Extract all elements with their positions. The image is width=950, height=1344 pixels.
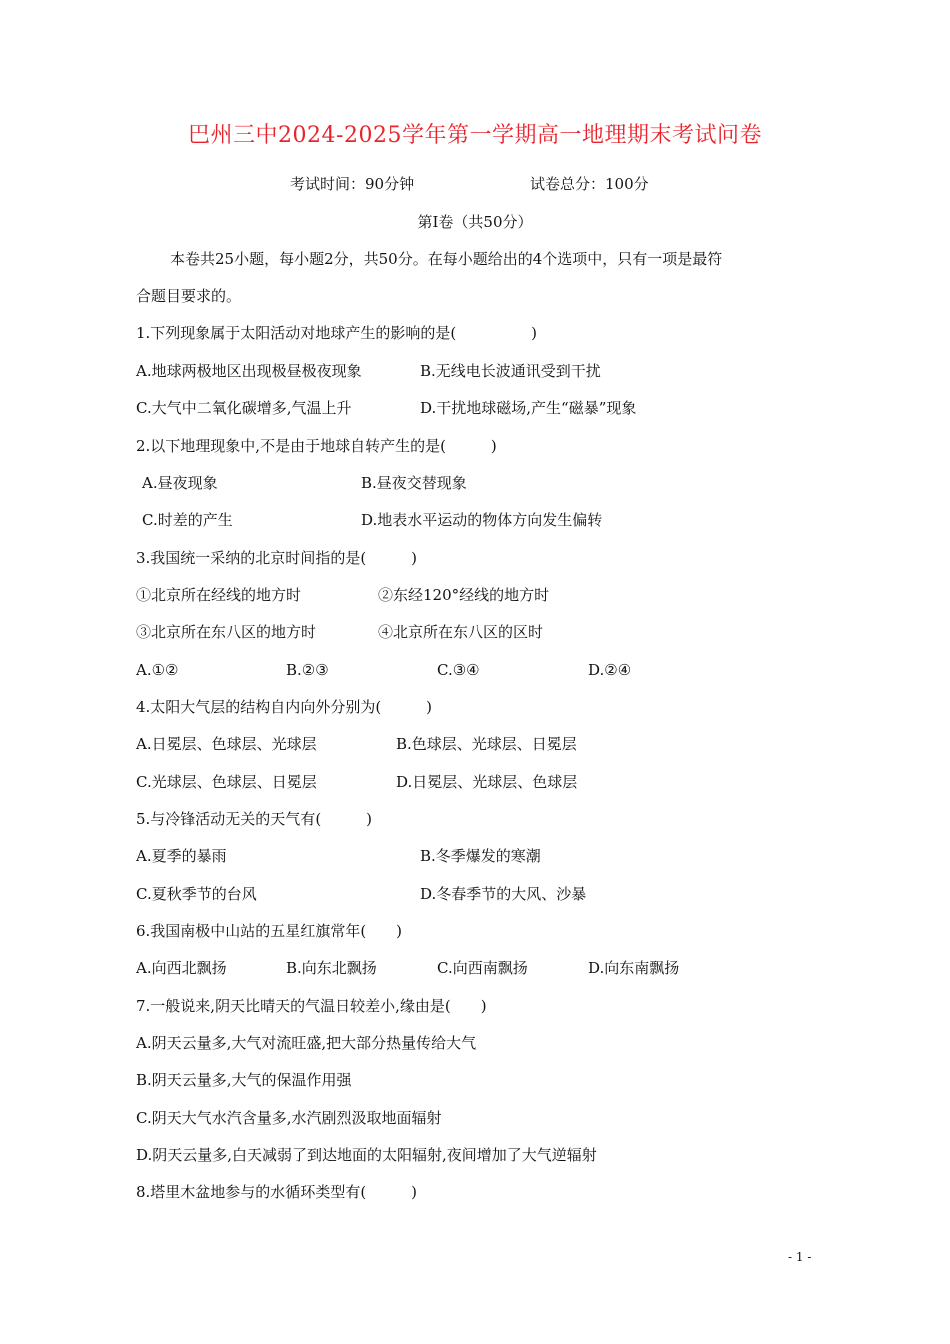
question-6-option-c: C.向西南飘扬 (437, 959, 528, 977)
question-3-stem: 3.我国统一采纳的北京时间指的是( ) (136, 549, 418, 567)
question-8-stem: 8.塔里木盆地参与的水循环类型有( ) (136, 1183, 418, 1201)
total-score: 试卷总分：100分 (530, 175, 649, 193)
page-number: - 1 - (788, 1250, 812, 1264)
question-4-option-a: A.日冕层、色球层、光球层 (136, 735, 317, 753)
question-3-statement-1: ①北京所在经线的地方时 (136, 586, 302, 604)
question-3-statement-4: ④北京所在东八区的区时 (378, 623, 544, 641)
question-6-option-d: D.向东南飘扬 (588, 959, 680, 977)
question-2-stem: 2.以下地理现象中,不是由于地球自转产生的是( ) (136, 437, 497, 455)
question-3-option-c: C.③④ (437, 661, 480, 679)
question-5-stem: 5.与冷锋活动无关的天气有( ) (136, 810, 373, 828)
question-3-statement-3: ③北京所在东八区的地方时 (136, 623, 317, 641)
question-7-option-a: A.阴天云量多,大气对流旺盛,把大部分热量传给大气 (136, 1034, 477, 1052)
question-1-option-a: A.地球两极地区出现极昼极夜现象 (136, 362, 362, 380)
exam-title: 巴州三中2024-2025学年第一学期高一地理期末考试问卷 (188, 123, 762, 148)
question-5-option-a: A.夏季的暴雨 (136, 847, 227, 865)
question-6-option-b: B.向东北飘扬 (286, 959, 377, 977)
instructions-line-1: 本卷共25小题，每小题2分，共50分。在每小题给出的4个选项中，只有一项是最符 (170, 250, 723, 268)
question-6-stem: 6.我国南极中山站的五星红旗常年( ) (136, 922, 403, 940)
question-2-option-d: D.地表水平运动的物体方向发生偏转 (361, 511, 603, 529)
question-1-option-d: D.干扰地球磁场,产生“磁暴”现象 (420, 399, 637, 417)
question-4-option-b: B.色球层、光球层、日冕层 (396, 735, 577, 753)
question-6-option-a: A.向西北飘扬 (136, 959, 227, 977)
question-3-option-b: B.②③ (286, 661, 329, 679)
question-5-option-c: C.夏秋季节的台风 (136, 885, 257, 903)
question-3-option-d: D.②④ (588, 661, 632, 679)
question-2-option-c: C.时差的产生 (142, 511, 233, 529)
question-3-option-a: A.①② (136, 661, 179, 679)
question-2-option-b: B.昼夜交替现象 (361, 474, 467, 492)
question-1-option-b: B.无线电长波通讯受到干扰 (420, 362, 601, 380)
question-1-option-c: C.大气中二氧化碳增多,气温上升 (136, 399, 352, 417)
question-5-option-d: D.冬春季节的大风、沙暴 (420, 885, 587, 903)
question-7-option-b: B.阴天云量多,大气的保温作用强 (136, 1071, 352, 1089)
question-7-option-d: D.阴天云量多,白天减弱了到达地面的太阳辐射,夜间增加了大气逆辐射 (136, 1146, 597, 1164)
question-4-option-d: D.日冕层、光球层、色球层 (396, 773, 578, 791)
question-3-statement-2: ②东经120°经线的地方时 (378, 586, 550, 604)
exam-time: 考试时间：90分钟 (290, 175, 415, 193)
section-title: 第Ⅰ卷（共50分） (417, 213, 533, 231)
question-4-option-c: C.光球层、色球层、日冕层 (136, 773, 317, 791)
instructions-line-2: 合题目要求的。 (136, 287, 242, 305)
question-7-option-c: C.阴天大气水汽含量多,水汽剧烈汲取地面辐射 (136, 1109, 442, 1127)
question-7-stem: 7.一般说来,阴天比晴天的气温日较差小,缘由是( ) (136, 997, 487, 1015)
question-5-option-b: B.冬季爆发的寒潮 (420, 847, 541, 865)
question-1-stem: 1.下列现象属于太阳活动对地球产生的影响的是( ) (136, 324, 538, 342)
question-2-option-a: A.昼夜现象 (142, 474, 218, 492)
question-4-stem: 4.太阳大气层的结构自内向外分别为( ) (136, 698, 433, 716)
